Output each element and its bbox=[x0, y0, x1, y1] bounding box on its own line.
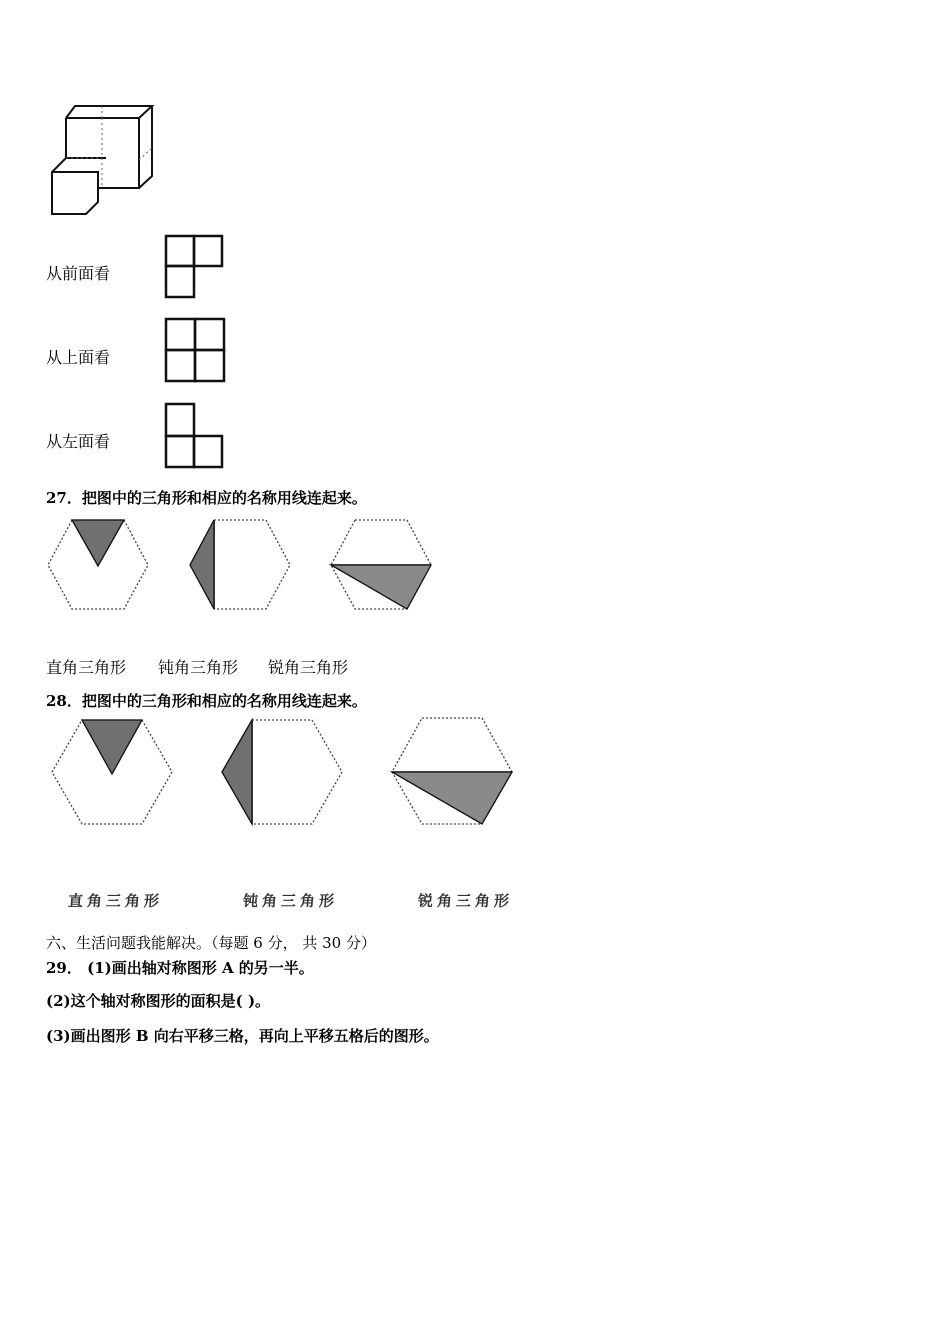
q27-name-obtuse: 钝角三角形 bbox=[158, 658, 239, 677]
cube-stack-figure bbox=[44, 100, 160, 220]
q28-name-right: 直角三角形 bbox=[67, 892, 164, 910]
q28-title: 28．把图中的三角形和相应的名称用线连起来。 bbox=[46, 692, 367, 710]
q27-hexagon-1 bbox=[46, 518, 150, 612]
top-view-label: 从上面看 bbox=[46, 348, 111, 367]
q28-hexagon-2 bbox=[220, 718, 344, 828]
front-view-grid bbox=[164, 234, 226, 300]
q28-hexagon-1 bbox=[50, 718, 174, 828]
q28-name-acute: 锐角三角形 bbox=[417, 892, 514, 910]
front-view-label: 从前面看 bbox=[46, 264, 111, 283]
q29-part2: (2)这个轴对称图形的面积是( )。 bbox=[46, 992, 271, 1010]
q27-hexagon-3 bbox=[329, 518, 433, 612]
q29-part3: (3)画出图形 B 向右平移三格，再向上平移五格后的图形。 bbox=[46, 1027, 439, 1045]
section6-title: 六、生活问题我能解决。（每题 6 分， 共 30 分） bbox=[46, 934, 376, 952]
q27-name-right: 直角三角形 bbox=[46, 658, 127, 677]
q27-hexagon-2 bbox=[188, 518, 292, 612]
q27-title: 27．把图中的三角形和相应的名称用线连起来。 bbox=[46, 489, 367, 507]
q28-name-obtuse: 钝角三角形 bbox=[242, 892, 339, 910]
q28-hexagon-3 bbox=[390, 716, 514, 828]
q27-name-acute: 锐角三角形 bbox=[268, 658, 349, 677]
top-view-grid bbox=[164, 317, 228, 385]
left-view-grid bbox=[164, 402, 226, 470]
q29-part1: 29． (1)画出轴对称图形 A 的另一半。 bbox=[46, 959, 314, 977]
left-view-label: 从左面看 bbox=[46, 432, 111, 451]
